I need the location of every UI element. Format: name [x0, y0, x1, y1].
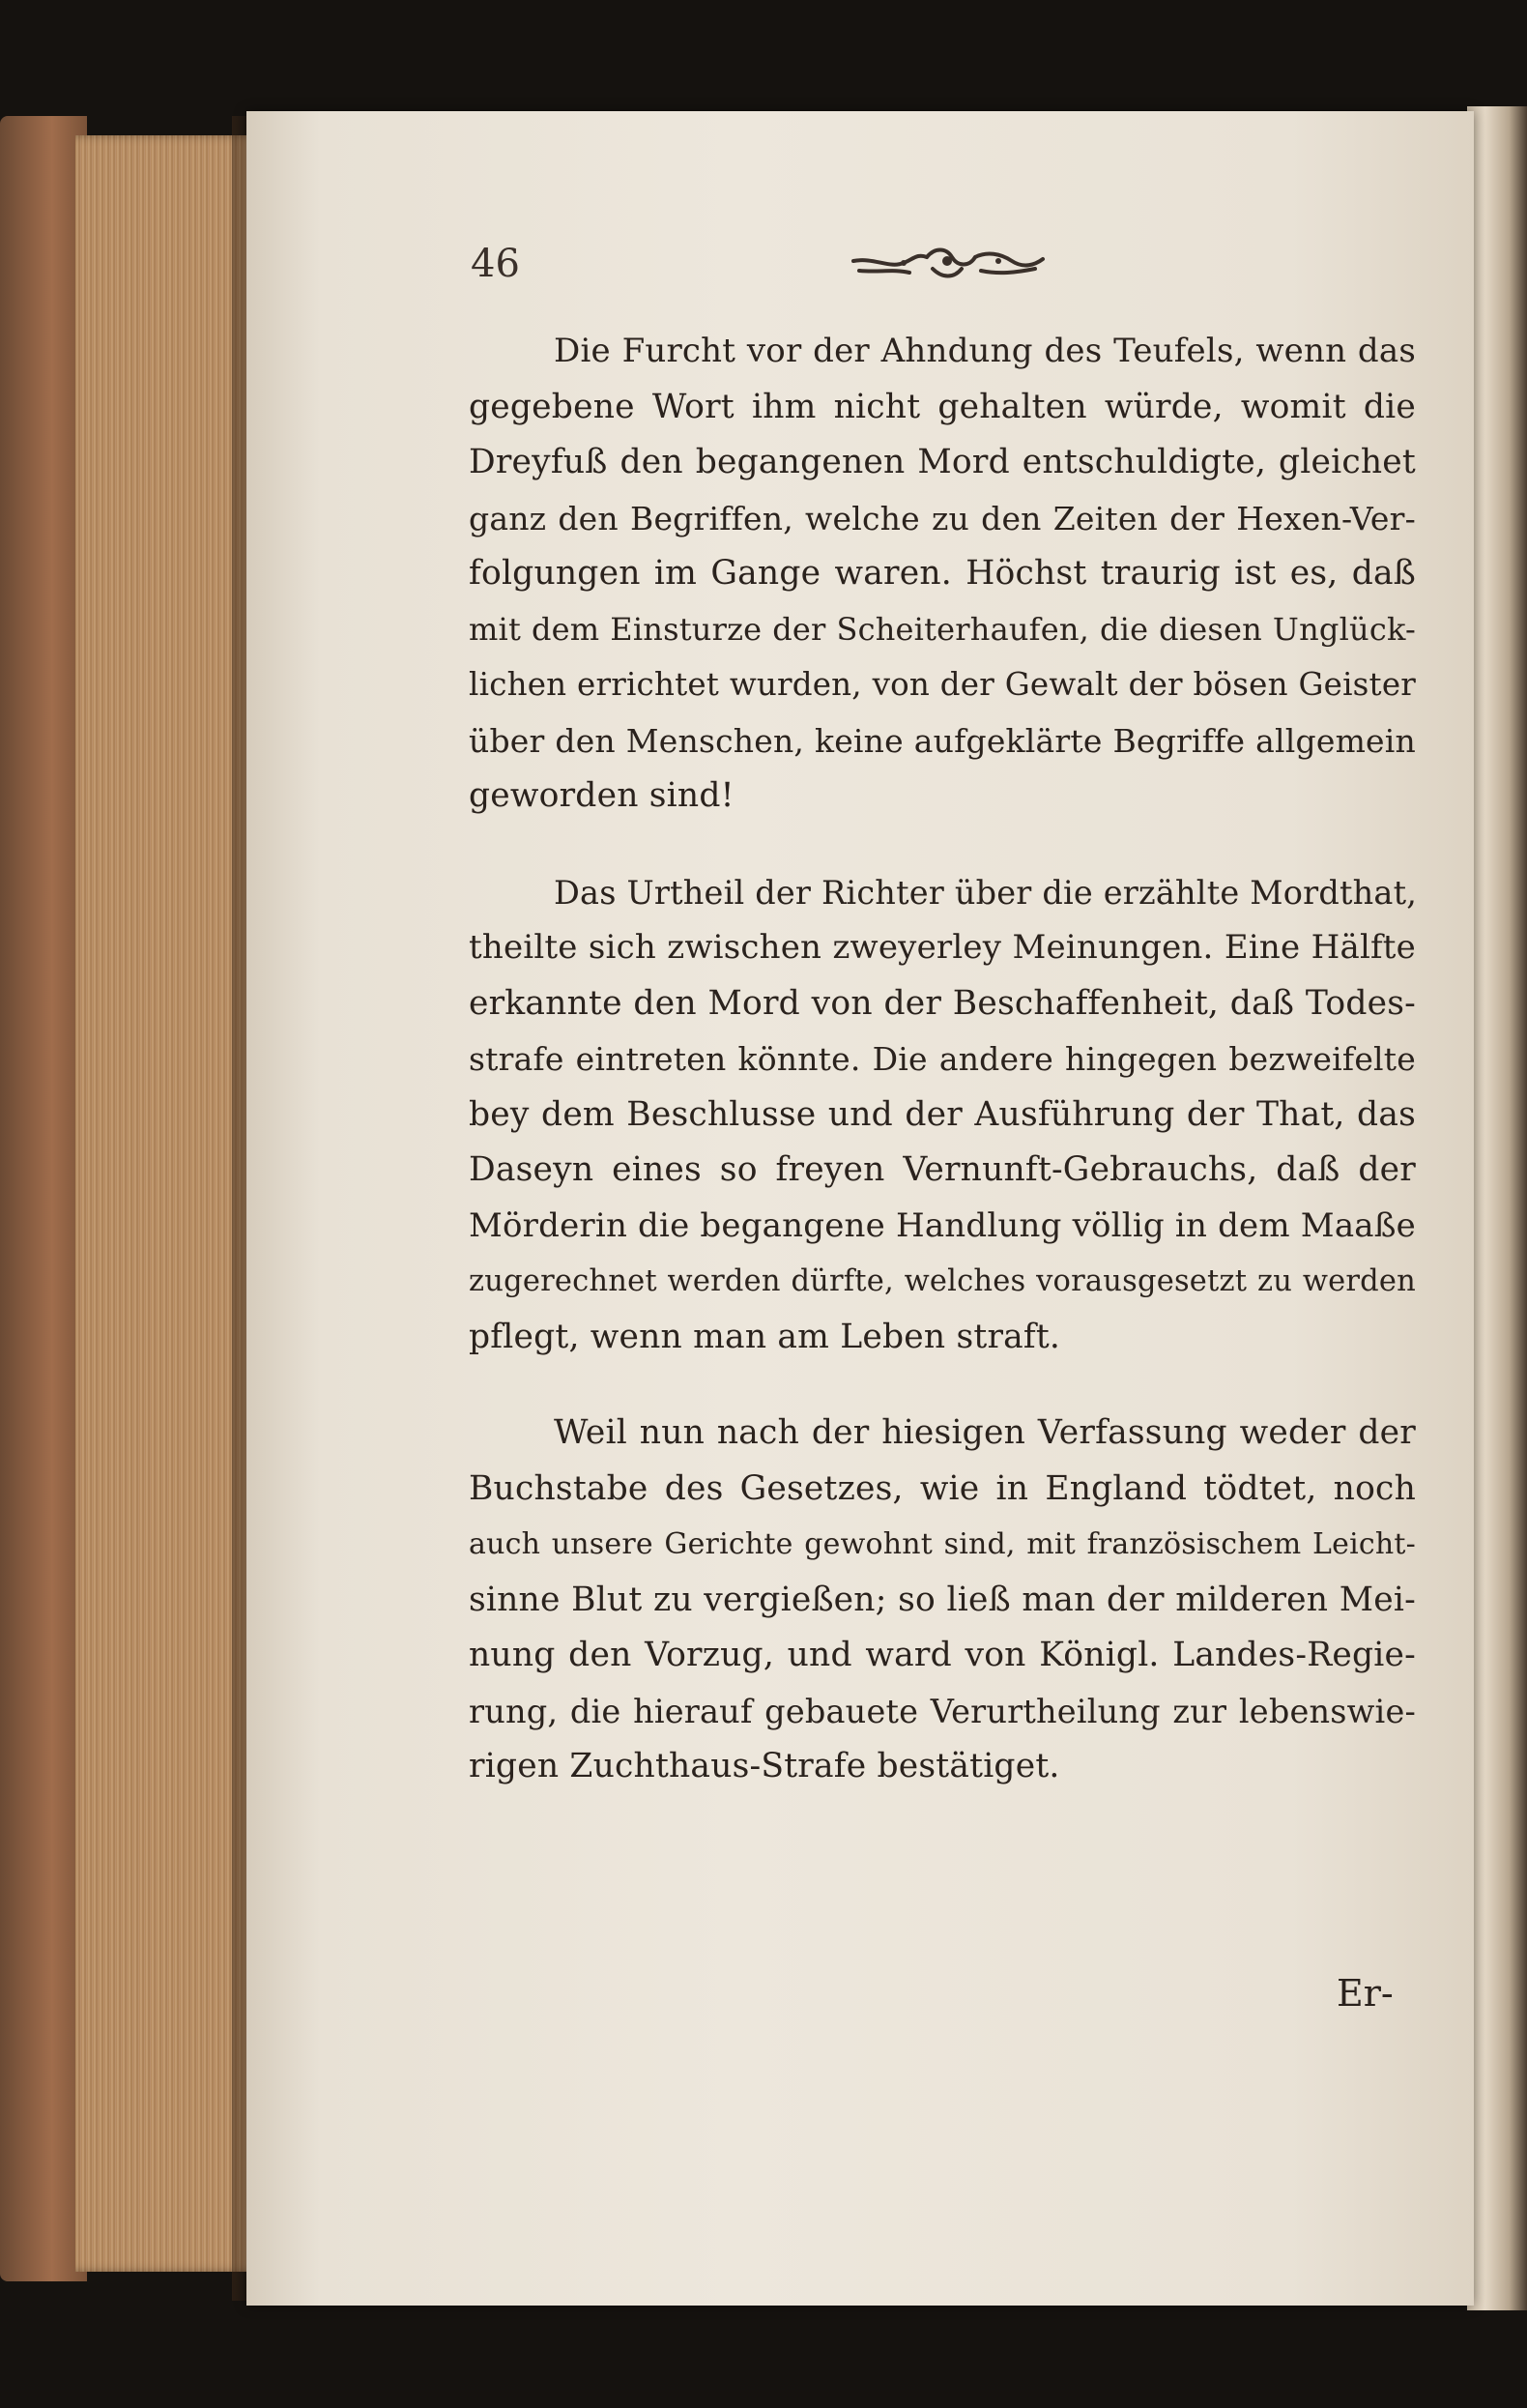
catchword: Er-: [1337, 1972, 1394, 2015]
text-line: Mörderin die begangene Handlung völlig in dem Maaße: [469, 1205, 1416, 1245]
text-line: mit dem Einsturze der Scheiterhaufen, die diesen Unglück-: [469, 610, 1416, 648]
text-line: Daseyn eines so freyen Vernunft-Gebrauchs, daß der: [469, 1150, 1416, 1189]
text-line: Dreyfuß den begangenen Mord entschuldigte, gleichet: [469, 443, 1416, 481]
paragraph: [469, 865, 1416, 1366]
text-line: geworden sind!: [469, 776, 735, 815]
text-line: sinne Blut zu vergießen; so ließ man der milderen Mei-: [469, 1580, 1416, 1619]
paragraph-spacer: [469, 825, 1416, 865]
paragraph: [469, 1406, 1416, 1795]
text-line: nung den Vorzug, und ward von Königl. Landes-Regie-: [469, 1636, 1416, 1674]
text-line: rigen Zuchthaus-Strafe bestätiget.: [469, 1747, 1060, 1785]
text-line: pflegt, wenn man am Leben straft.: [469, 1317, 1061, 1356]
facing-page-edge: [1467, 106, 1527, 2310]
text-line: ganz den Begriffen, welche zu den Zeiten der Hexen-Ver-: [469, 499, 1416, 537]
book-cover-edge: [0, 116, 87, 2281]
text-line: über den Menschen, keine aufgeklärte Begriffe allgemein: [469, 721, 1416, 760]
page-number: 46: [471, 242, 520, 286]
text-line: Das Urtheil der Richter über die erzählte Mordthat,: [554, 873, 1418, 912]
text-line: Weil nun nach der hiesigen Verfassung weder der: [554, 1413, 1416, 1452]
text-line: auch unsere Gerichte gewohnt sind, mit französischem Leicht-: [469, 1527, 1416, 1561]
text-line: gegebene Wort ihm nicht gehalten würde, womit die: [469, 387, 1416, 426]
text-line: rung, die hierauf gebauete Verurtheilung zur lebenswie-: [469, 1692, 1416, 1730]
text-line: lichen errichtet wurden, von der Gewalt der bösen Geister: [469, 666, 1416, 703]
text-line: theilte sich zwischen zweyerley Meinungen. Eine Hälfte: [469, 928, 1416, 967]
text-line: erkannte den Mord von der Beschaffenheit, daß Todes-: [469, 983, 1416, 1023]
paragraph-spacer: [469, 1365, 1416, 1406]
text-line: zugerechnet werden dürfte, welches vorausgesetzt zu werden: [469, 1264, 1416, 1298]
text-line: folgungen im Gange waren. Höchst traurig ist es, daß: [469, 554, 1416, 593]
printers-ornament-icon: [846, 240, 1049, 288]
text-line: Buchstabe des Gesetzes, wie in England tödtet, noch: [469, 1468, 1416, 1508]
text-line: bey dem Beschlusse und der Ausführung der That, das: [469, 1094, 1416, 1134]
paragraph: [469, 324, 1416, 825]
page-body-text: [469, 324, 1416, 1795]
text-line: strafe eintreten könnte. Die andere hingegen bezweifelte: [469, 1040, 1416, 1078]
text-line: Die Furcht vor der Ahndung des Teufels, wenn das: [554, 332, 1416, 370]
